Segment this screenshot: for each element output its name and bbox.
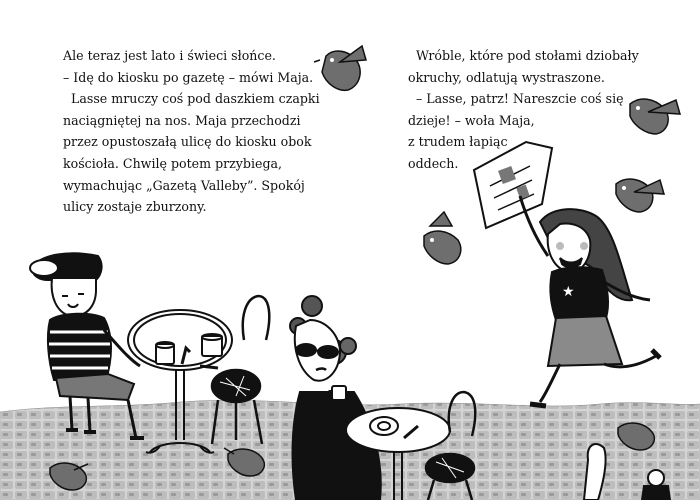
text-line: kościoła. Chwilę potem przybiega, [63, 155, 283, 171]
text-line: oddech. [408, 155, 459, 171]
shirt-star-icon: ★ [562, 284, 575, 300]
text-line: – Idę do kiosku po gazetę – mówi Maja. [63, 69, 314, 85]
text-line: Ale teraz jest lato i świeci słońce. [63, 48, 276, 63]
text-line: wymachując „Gazetą Valleby”. Spokój [63, 177, 305, 193]
text-line: z trudem łapiąc [408, 134, 508, 150]
newspaper [474, 142, 552, 228]
text-line: dzieje! – woła Maja, [408, 112, 535, 128]
text-line: Lasse mruczy coś pod daszkiem czapki [63, 91, 320, 107]
woman-with-sunglasses-figure [290, 296, 381, 500]
sparrow-bird-1 [314, 46, 366, 90]
text-line: Wróble, które pod stołami dziobały [408, 48, 639, 63]
text-line: okruchy, odlatują wystraszone. [408, 69, 605, 85]
sparrow-bird-3 [616, 179, 664, 212]
text-line: – Lasse, patrz! Nareszcie coś się [408, 91, 624, 107]
sparrow-bird-2 [630, 99, 680, 134]
sparrow-bird-4 [424, 212, 461, 264]
text-line: naciągniętej na nos. Maja przechodzi [63, 112, 301, 128]
text-line: przez opustoszałą ulicę do kiosku obok [63, 134, 312, 150]
text-line: ulicy zostaje zburzony. [63, 199, 207, 215]
